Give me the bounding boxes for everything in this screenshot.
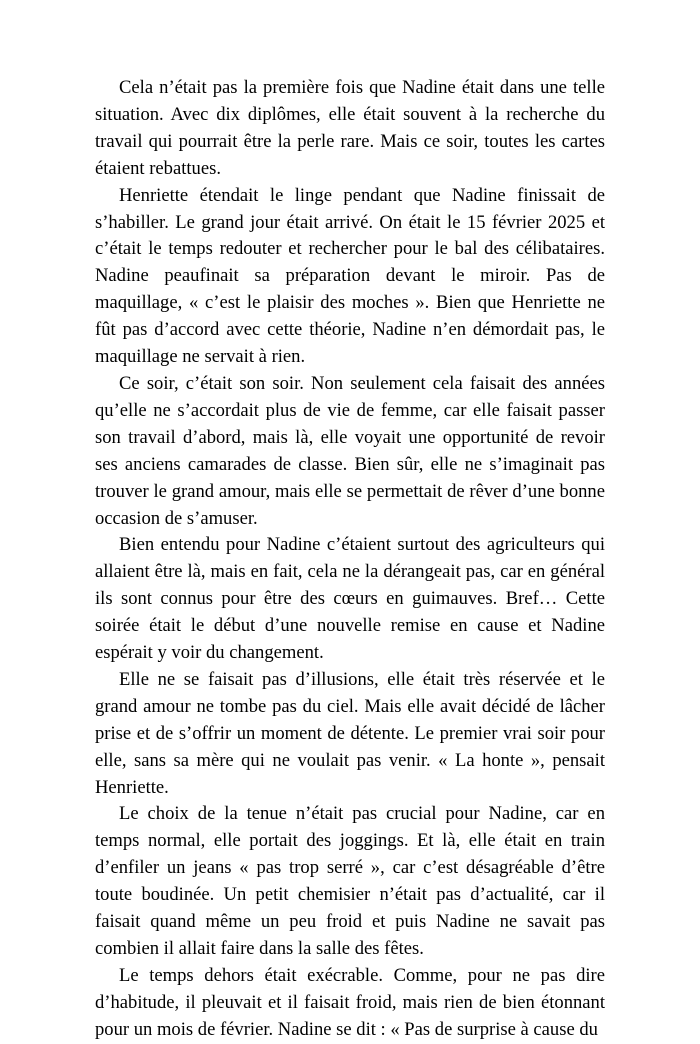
paragraph-6: Le choix de la tenue n’était pas crucial pour Nadine, car en temps normal, elle portait des joggings. Et là, elle était en train d’enfiler un jeans « pas trop serré », car c’est désagréable d’être toute boudinée. Un petit chemisier n’était pas d’actualité, car il faisait quand même un peu froid et puis Nadine ne savait pas combien il allait faire dans la salle des fêtes. xyxy=(95,803,605,959)
paragraph-1: Cela n’était pas la première fois que Nadine était dans une telle situation. Avec dix diplômes, elle était souvent à la recherche du travail qui pourrait être la perle rare. Mais ce soir, toutes les cartes étaient rebattues. xyxy=(95,77,605,179)
paragraph-5: Elle ne se faisait pas d’illusions, elle était très réservée et le grand amour ne tombe pas du ciel. Mais elle avait décidé de lâcher prise et de s’offrir un moment de détente. Le premier vrai soir pour elle, sans sa mère qui ne voulait pas venir. « La honte », pensait Henriette. xyxy=(95,668,605,798)
paragraph-2: Henriette étendait le linge pendant que Nadine finissait de s’habiller. Le grand jour était arrivé. On était le 15 février 2025 et c’était le temps redouter et rechercher pour le bal des célibataires. Nadine peaufinait sa préparation devant le miroir. Pas de maquillage, « c’est le plaisir des moches ». Bien que Henriette ne fût pas d’accord avec cette théorie, Nadine n’en démordait pas, le maquillage ne servait à rien. xyxy=(95,184,605,368)
paragraph-7: Le temps dehors était exécrable. Comme, pour ne pas dire d’habitude, il pleuvait et il faisait froid, mais rien de bien étonnant pour un mois de février. Nadine se dit : « Pas de surprise à cause du xyxy=(95,964,605,1040)
paragraph-4: Bien entendu pour Nadine c’étaient surtout des agriculteurs qui allaient être là, mais en fait, cela ne la dérangeait pas, car en général ils sont connus pour être des cœurs en guimauves. Bref… Cette soirée était le début d’une nouvelle remise en cause et Nadine espérait y voir du changement. xyxy=(95,534,605,664)
body-text xyxy=(95,75,605,1044)
paragraph-3: Ce soir, c’était son soir. Non seulement cela faisait des années qu’elle ne s’accordait plus de vie de femme, car elle faisait passer son travail d’abord, mais là, elle voyait une opportunité de revoir ses anciens camarades de classe. Bien sûr, elle ne s’imaginait pas trouver le grand amour, mais elle se permettait de rêver d’une bonne occasion de s’amuser. xyxy=(95,372,605,529)
